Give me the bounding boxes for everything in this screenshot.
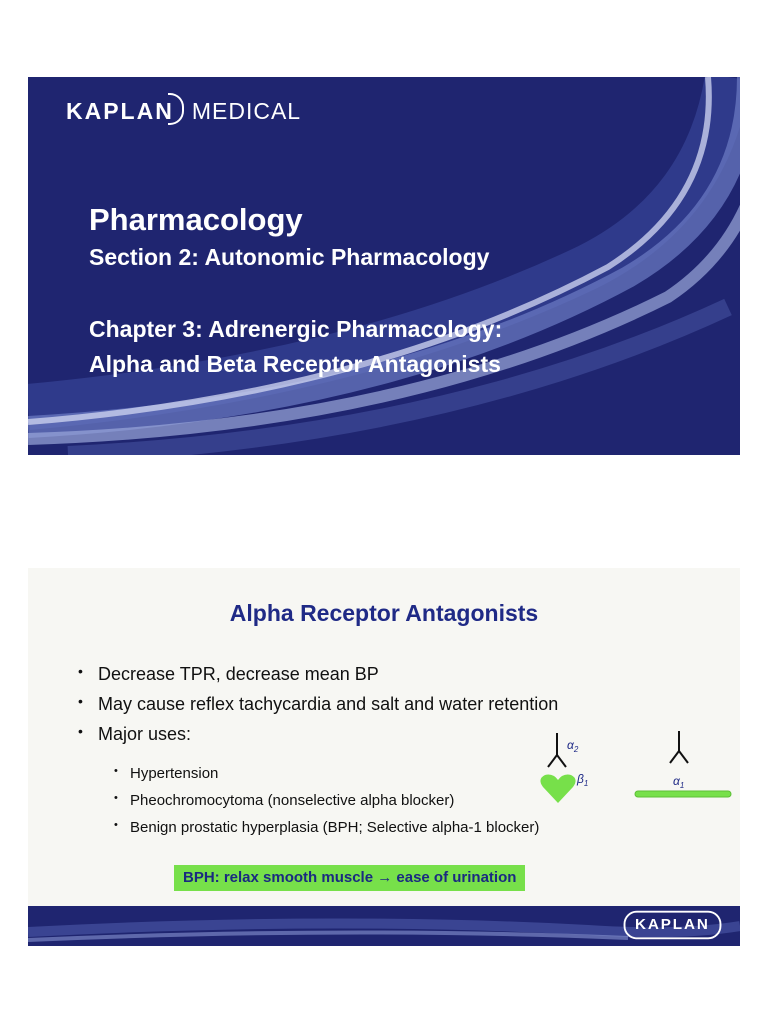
brand-suffix: MEDICAL bbox=[191, 97, 302, 124]
chapter-line-2: Alpha and Beta Receptor Antagonists bbox=[89, 351, 501, 377]
bullet-item: • Major uses: bbox=[78, 724, 558, 745]
kaplan-medical-logo bbox=[66, 95, 301, 127]
slide-title: Pharmacology bbox=[89, 202, 303, 237]
chapter-line-1: Chapter 3: Adrenergic Pharmacology: bbox=[89, 316, 503, 342]
sub-bullet-list bbox=[114, 765, 539, 846]
logo-arc-icon bbox=[168, 93, 184, 125]
beta1-label: $\beta_1$ bbox=[577, 772, 589, 788]
heart-icon bbox=[540, 775, 575, 803]
sub-bullet-item: • Hypertension bbox=[114, 765, 539, 782]
smooth-muscle-icon bbox=[635, 791, 731, 797]
alpha2-receptor-icon bbox=[548, 733, 566, 767]
bph-callout: BPH: relax smooth muscle → ease of urination bbox=[174, 865, 525, 891]
brand-name: KAPLAN bbox=[66, 97, 174, 124]
content-slide bbox=[28, 568, 740, 946]
chapter-title bbox=[89, 312, 502, 382]
alpha1-label: $\alpha_1$ bbox=[673, 774, 685, 790]
alpha2-label: $\alpha_2$ bbox=[567, 738, 579, 754]
sub-bullet-item: • Pheochromocytoma (nonselective alpha blocker) bbox=[114, 792, 539, 809]
title-slide bbox=[28, 77, 740, 455]
bullet-item: • Decrease TPR, decrease mean BP bbox=[78, 664, 558, 685]
section-title: Section 2: Autonomic Pharmacology bbox=[89, 244, 490, 270]
alpha1-receptor-icon bbox=[670, 731, 688, 763]
receptor-diagram bbox=[533, 723, 733, 813]
sub-bullet-item: • Benign prostatic hyperplasia (BPH; Selective alpha-1 blocker) bbox=[114, 819, 539, 836]
footer-kaplan-logo: KAPLAN bbox=[624, 911, 722, 940]
bullet-item: • May cause reflex tachycardia and salt and water retention bbox=[78, 694, 558, 715]
content-slide-title: Alpha Receptor Antagonists bbox=[229, 600, 539, 626]
footer-bar bbox=[28, 906, 740, 946]
main-bullet-list bbox=[78, 664, 558, 754]
